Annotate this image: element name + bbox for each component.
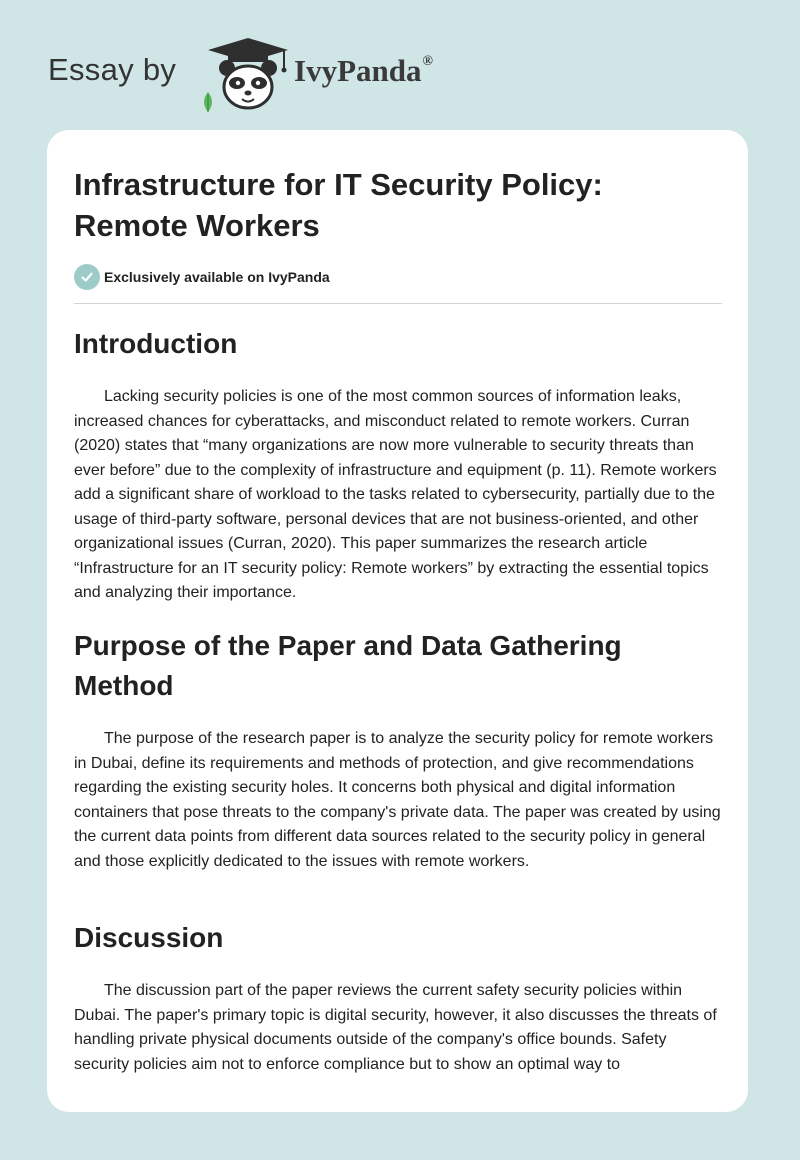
brand-wordmark — [294, 53, 433, 89]
exclusive-badge — [74, 264, 330, 290]
exclusive-label: Exclusively available on IvyPanda — [104, 269, 330, 285]
section-heading-purpose: Purpose of the Paper and Data Gathering Method — [74, 630, 622, 701]
registered-mark: ® — [422, 54, 433, 69]
section-heading-discussion: Discussion — [74, 922, 224, 953]
brand-lead-text: Essay by — [48, 52, 177, 87]
brand-name: IvyPanda — [294, 53, 422, 88]
section-paragraph-purpose: The purpose of the research paper is to analyze the security policy for remote workers in Dubai, define its requirements and methods of protection, and give recommendations regarding the existing security holes. It concerns both physical and digital information containers that pose threats to the company's private data. The paper was created by using the current data points from different data sources related to the security policy in general and those explicitly dedicated to the issues with remote workers. — [74, 730, 721, 870]
article-card — [47, 130, 748, 1112]
check-circle-icon — [74, 264, 100, 290]
article-title: Infrastructure for IT Security Policy: Remote Workers — [74, 167, 603, 243]
panda-graduation-cap-icon — [198, 32, 298, 112]
title-divider — [74, 303, 722, 304]
section-heading-introduction: Introduction — [74, 328, 238, 359]
brand-header — [48, 32, 488, 112]
section-paragraph-introduction: Lacking security policies is one of the most common sources of information leaks, increased chances for cyberattacks, and misconduct related to remote workers. Curran (2020) states that “many organizations are now more vulnerable to security threats than ever before” due to the complexity of infrastructure and equipment (p. 11). Remote workers add a significant share of workload to the tasks related to cybersecurity, partially due to the usage of third-party software, personal devices that are not business-oriented, and other organizational issues (Curran, 2020). This paper summarizes the research article “Infrastructure for an IT security policy: Remote workers” by extracting the essential topics and analyzing their importance. — [74, 388, 717, 601]
section-paragraph-discussion: The discussion part of the paper reviews the current safety security policies within Dubai. The paper's primary topic is digital security, however, it also discusses the threats of handling private physical documents outside of the company's office bounds. Safety security policies aim not to enforce compliance but to show an optimal way to — [74, 982, 717, 1073]
